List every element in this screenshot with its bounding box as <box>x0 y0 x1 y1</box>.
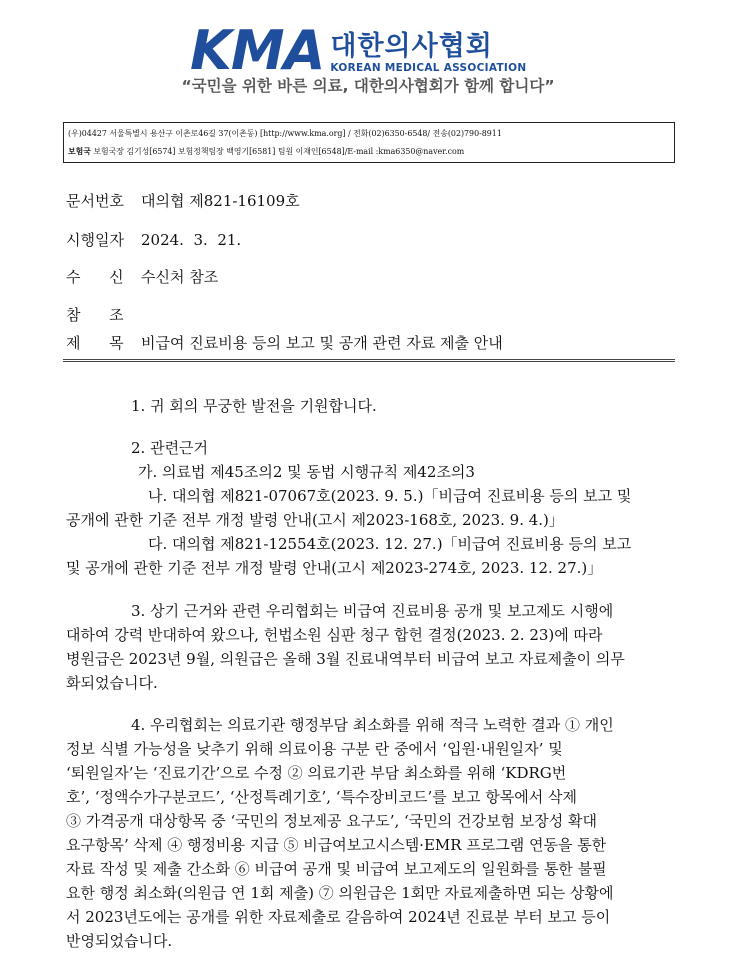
recipient: 수신처 참조 <box>141 268 219 286</box>
doc-number-label: 문서번호 <box>66 192 124 210</box>
doc-number-row <box>66 190 300 211</box>
address-line-1: (우)04427 서울특별시 용산구 이촌로46길 37(이촌동) [http://www.kma.org] / 전화(02)6350-6548/ 전송(02)790-8911 <box>68 129 502 138</box>
reference-row <box>66 304 141 325</box>
address-box <box>63 122 675 163</box>
paragraph-4-line-8: 요한 행정 최소화(의원급 연 1회 제출) ⑦ 의원급은 1회만 자료제출하면 되는 상황에 <box>66 884 614 902</box>
paragraph-3-line-3: 병원급은 2023년 9월, 의원급은 올해 3월 진료내역부터 비급여 보고 자료제출이 의무 <box>66 650 625 668</box>
basis-c-line-1: 다. 대의협 제821-12554호(2023. 12. 27.)「비급여 진료비용 등의 보고 <box>148 535 632 553</box>
paragraph-3-line-4: 화되었습니다. <box>66 674 158 692</box>
paragraph-4-line-1: 4. 우리협회는 의료기관 행정부담 최소화를 위해 적극 노력한 결과 ① 개인 <box>131 716 614 734</box>
date-row <box>66 229 241 250</box>
paragraph-4-line-9: 서 2023년도에는 공개를 위한 자료제출로 갈음하여 2024년 진료분 부터 보고 등이 <box>66 908 611 926</box>
paragraph-4-line-3: ‘퇴원일자’는 ‘진료기간’으로 수정 ② 의료기관 부담 최소화를 위해 ‘KDRG번 <box>66 764 567 782</box>
paragraph-1: 1. 귀 회의 무궁한 발전을 기원합니다. <box>131 397 377 415</box>
department: 보험국 <box>68 147 91 156</box>
paragraph-4-line-10: 반영되었습니다. <box>66 932 173 950</box>
paragraph-2-title: 2. 관련근거 <box>131 439 209 457</box>
basis-b-line-2: 공개에 관한 기준 전부 개정 발령 안내(고시 제2023-168호, 2023. 9. 4.)」 <box>66 511 564 529</box>
subject-divider <box>63 359 675 362</box>
paragraph-4-line-4: 호’, ‘정액수가구분코드’, ‘산정특례기호’, ‘특수장비코드’를 보고 항목에서 삭제 <box>66 788 577 806</box>
subject-label: 제 목 <box>66 334 124 352</box>
logo-english: KOREAN MEDICAL ASSOCIATION <box>330 62 527 74</box>
doc-number: 대의협 제821-16109호 <box>141 192 300 210</box>
basis-a: 가. 의료법 제45조의2 및 동법 시행규칙 제42조의3 <box>138 463 475 481</box>
logo-mark: KMA <box>190 19 325 82</box>
subject: 비급여 진료비용 등의 보고 및 공개 관련 자료 제출 안내 <box>141 334 503 352</box>
paragraph-4-line-5: ③ 가격공개 대상항목 중 ‘국민의 정보제공 요구도’, ‘국민의 건강보험 보장성 확대 <box>66 812 597 830</box>
paragraph-4-line-7: 자료 작성 및 제출 간소화 ⑥ 비급여 공개 및 비급여 보고제도의 일원화를 통한 불필 <box>66 860 607 878</box>
logo-text <box>330 32 526 74</box>
subject-row <box>66 332 503 353</box>
recipient-row <box>66 266 218 287</box>
paragraph-4-line-6: 요구항목’ 삭제 ④ 행정비용 지급 ⑤ 비급여보고시스템·EMR 프로그램 연동을 통한 <box>66 836 607 854</box>
reference-label: 참 조 <box>66 306 124 324</box>
basis-c-line-2: 및 공개에 관한 기준 전부 개정 발령 안내(고시 제2023-274호, 2023. 12. 27.)」 <box>66 559 603 577</box>
recipient-label: 수 신 <box>66 268 124 286</box>
kma-logo <box>190 19 527 82</box>
paragraph-3-line-2: 대하여 강력 반대하여 왔으나, 헌법소원 심판 청구 합헌 결정(2023. 2. 23)에 따라 <box>66 626 603 644</box>
paragraph-3-line-1: 3. 상기 근거와 관련 우리협회는 비급여 진료비용 공개 및 보고제도 시행에 <box>131 602 614 620</box>
date: 2024. 3. 21. <box>141 231 242 249</box>
paragraph-4-line-2: 정보 식별 가능성을 낮추기 위해 의료이용 구분 란 중에서 ‘입원·내원일자’ 및 <box>66 740 563 758</box>
contact-info: 보험국장 김기성[6574] 보험정책팀장 백영기[6581] 팀원 이재인[6548]/E-mail :kma6350@naver.com <box>90 147 465 156</box>
date-label: 시행일자 <box>66 231 124 249</box>
basis-b-line-1: 나. 대의협 제821-07067호(2023. 9. 5.)「비급여 진료비용 등의 보고 및 <box>148 487 632 505</box>
slogan: “국민을 위한 바른 의료, 대한의사협회가 함께 합니다” <box>181 77 555 95</box>
address-line-2 <box>68 143 674 161</box>
logo-korean: 대한의사협회 <box>330 31 493 62</box>
